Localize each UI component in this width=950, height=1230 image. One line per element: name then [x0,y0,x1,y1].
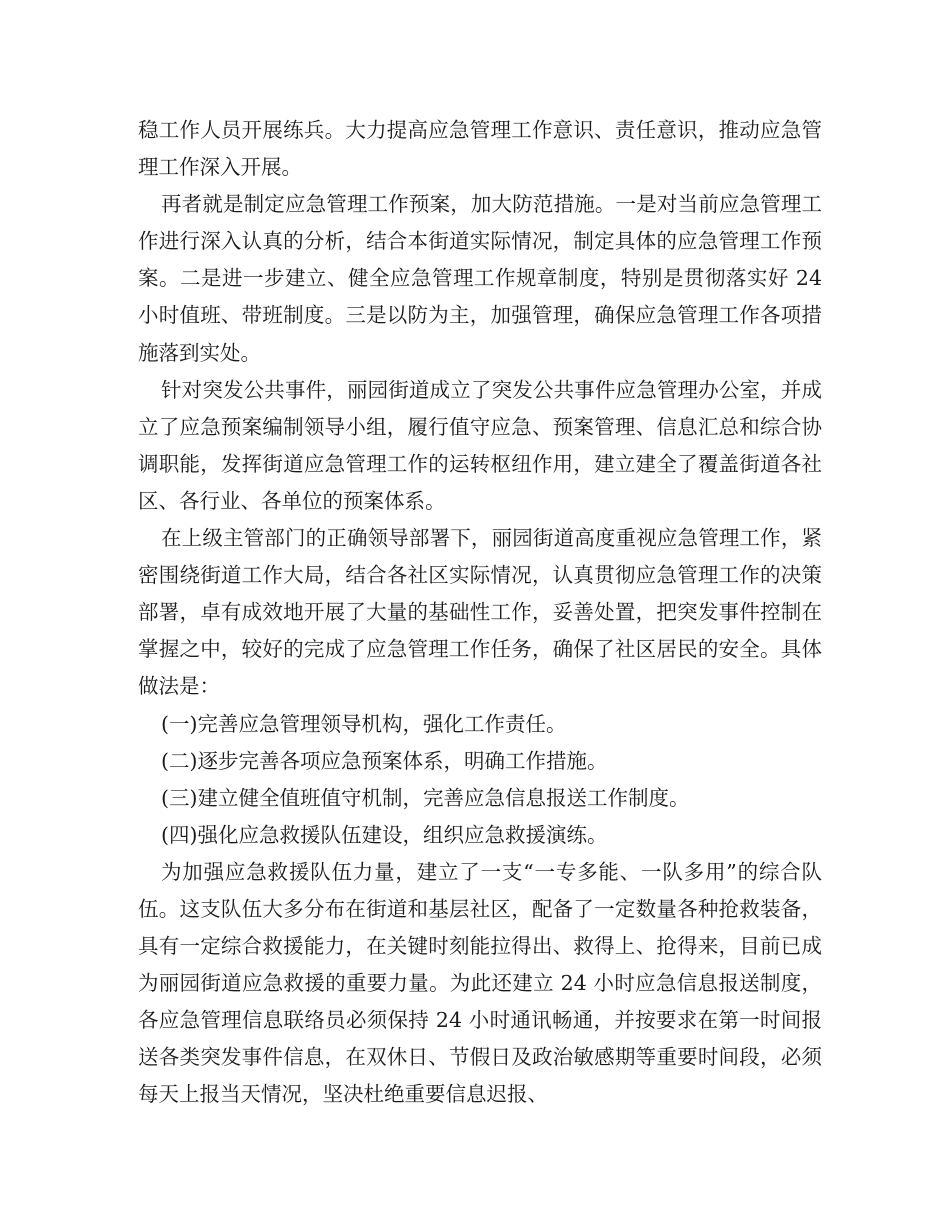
list-item: (一)完善应急管理领导机构，强化工作责任。 [161,711,567,736]
paragraph-leadership: 在上级主管部门的正确领导部署下，丽园街道高度重视应急管理工作，紧密围绕街道工作大局，结合各社区实际情况，认真贯彻应急管理工作的决策部署，卓有成效地开展了大量的基础性工作，妥善处置，把突发事件控制在掌握之中，较好的完成了应急管理工作任务，确保了社区居民的安全。具体做法是： [138,526,822,699]
document-body [138,112,822,1114]
paragraph-emergency-office: 针对突发公共事件，丽园街道成立了突发公共事件应急管理办公室，并成立了应急预案编制领导小组，履行值守应急、预案管理、信息汇总和综合协调职能，发挥街道应急管理工作的运转枢纽作用，建立建全了覆盖街道各社区、各行业、各单位的预案体系。 [138,377,822,513]
paragraph-rescue-team: 为加强应急救援队伍力量，建立了一支“一专多能、一队多用”的综合队伍。这支队伍大多分布在街道和基层社区，配备了一定数量各种抢救装备，具有一定综合救援能力，在关键时刻能拉得出、救得上、抢得来，目前已成为丽园街道应急救援的重要力量。为此还建立 24 小时应急信息报送制度，各应急管理信息联络员必须保持 24 小时通讯畅通，并按要求在第一时间报送各类突发事件信息，在双休日、节假日及政治敏感期等重要时间段，必须每天上报当天情况，坚决杜绝重要信息迟报、 [138,859,822,1107]
paragraph-continuation: 稳工作人员开展练兵。大力提高应急管理工作意识、责任意识，推动应急管理工作深入开展。 [138,118,822,180]
list-item: (二)逐步完善各项应急预案体系，明确工作措施。 [161,748,608,773]
list-item: (三)建立健全值班值守机制，完善应急信息报送工作制度。 [161,785,690,810]
list-item: (四)强化应急救援队伍建设，组织应急救援演练。 [161,822,608,847]
paragraph-contingency-plan: 再者就是制定应急管理工作预案，加大防范措施。一是对当前应急管理工作进行深入认真的分析，结合本街道实际情况，制定具体的应急管理工作预案。二是进一步建立、健全应急管理工作规章制度，特别是贯彻落实好 24 小时值班、带班制度。三是以防为主，加强管理，确保应急管理工作各项措施落到实处。 [138,192,822,365]
